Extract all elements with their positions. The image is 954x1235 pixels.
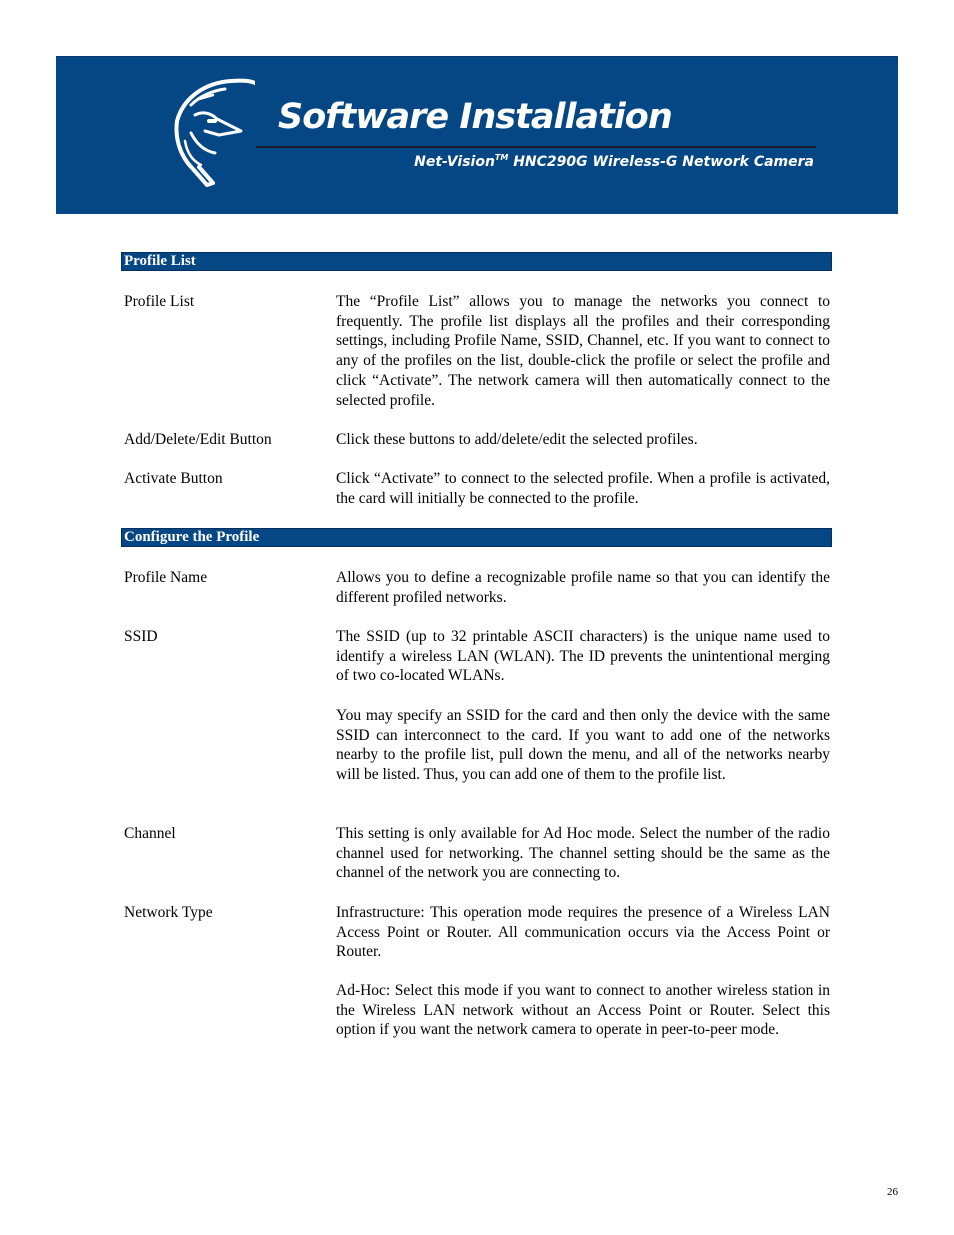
term-description: This setting is only available for Ad Hoc mode. Select the number of the radio channel used for networking. The channel setting should be the same as the channel of the network you are connecting to. (336, 825, 830, 882)
banner-title: Software Installation (278, 97, 672, 137)
term-description: Allows you to define a recognizable profile name so that you can identify the different profiled networks. (336, 569, 830, 606)
header-banner (56, 56, 898, 214)
term-label: Profile List (124, 293, 195, 310)
term-label: Activate Button (124, 470, 223, 487)
term-description: Click “Activate” to connect to the selected profile. When a profile is activated, the card will initially be connected to the profile. (336, 470, 830, 507)
term-label: Channel (124, 825, 176, 842)
term-description: Click these buttons to add/delete/edit the selected profiles. (336, 431, 698, 448)
term-description: Infrastructure: This operation mode requires the presence of a Wireless LAN Access Point or Router. All communication occurs via the Access Point or Router. (336, 904, 830, 961)
term-description: Ad-Hoc: Select this mode if you want to connect to another wireless station in the Wireless LAN network without an Access Point or Router. Select this option if you want the network camera to operate in peer-to-peer mode. (336, 982, 830, 1039)
term-label: Profile Name (124, 569, 208, 586)
banner-subtitle (414, 153, 814, 170)
term-description: The SSID (up to 32 printable ASCII characters) is the unique name used to identify a wireless LAN (WLAN). The ID prevents the unintentional merging of two co-located WLANs. (336, 628, 830, 685)
eagle-logo-icon (169, 75, 255, 187)
term-label: Network Type (124, 904, 213, 921)
trademark-mark: TM (494, 153, 509, 162)
term-description: The “Profile List” allows you to manage the networks you connect to frequently. The profile list displays all the profiles and their corresponding settings, including Profile Name, SSID, Channel, etc. If you want to connect to any of the profiles on the list, double-click the profile or select the profile and click “Activate”. The network camera will then automatically connect to the selected profile. (336, 293, 830, 409)
brand-name: Net-Vision (414, 154, 495, 170)
term-label: SSID (124, 628, 158, 645)
page-number: 26 (887, 1186, 898, 1198)
section-heading-configure-profile: Configure the Profile (121, 528, 832, 547)
section-heading-profile-list: Profile List (121, 252, 832, 271)
term-label: Add/Delete/Edit Button (124, 431, 272, 448)
product-name: HNC290G Wireless-G Network Camera (508, 154, 814, 170)
term-description: You may specify an SSID for the card and then only the device with the same SSID can interconnect to the card. If you want to add one of the networks nearby to the profile list, pull down the menu, and all of the networks nearby will be listed. Thus, you can add one of them to the profile list. (336, 707, 830, 784)
banner-divider (256, 146, 816, 148)
